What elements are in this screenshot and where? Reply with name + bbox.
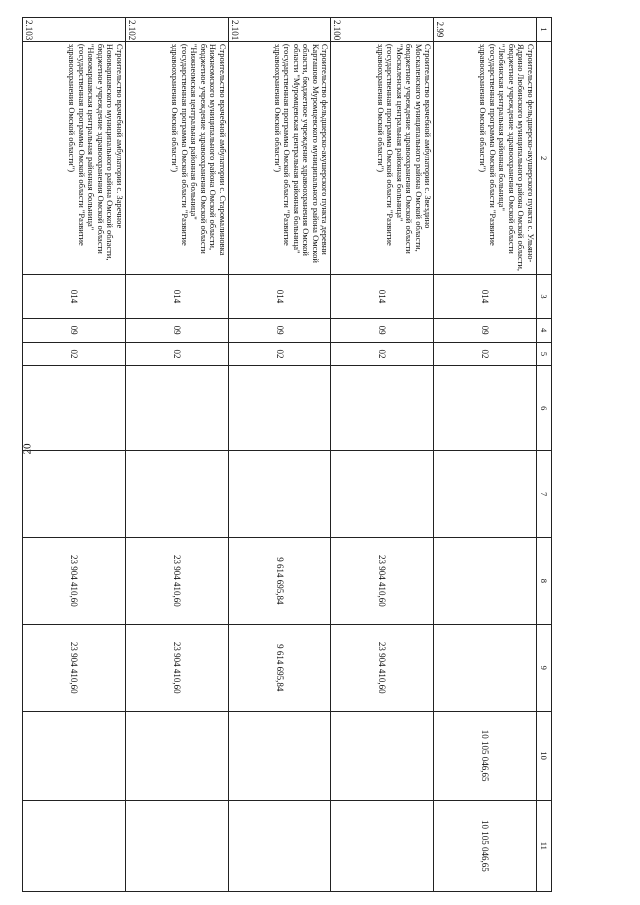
amount-cell (331, 451, 434, 538)
classification-code: 014 (228, 275, 331, 318)
amount-cell: 23 904 410,60 (331, 624, 434, 711)
amount-cell: 23 904 410,60 (23, 624, 126, 711)
column-header: 6 (537, 366, 552, 451)
amount-cell (125, 800, 228, 891)
column-header: 4 (537, 318, 552, 342)
amount-cell (228, 451, 331, 538)
table-row (23, 18, 126, 892)
row-number: 2.99 (434, 18, 537, 42)
amount-cell: 23 904 410,60 (125, 537, 228, 624)
amount-cell (331, 711, 434, 800)
amount-cell (125, 366, 228, 451)
column-header: 8 (537, 537, 552, 624)
classification-code: 02 (434, 342, 537, 366)
amount-cell (331, 366, 434, 451)
column-header: 7 (537, 451, 552, 538)
amount-cell (434, 624, 537, 711)
column-header: 9 (537, 624, 552, 711)
row-description: Строительство фельдшерско-акушерского пункта с. Ульяно-Ядрино Любинского муниципального района Омской области, бюджетное учреждение здравоохранения Омской области "Любинская центральная районная больница" (государственная программа Омской области "Развитие здравоохранения Омской области") (434, 41, 537, 274)
classification-code: 09 (125, 318, 228, 342)
amount-cell (228, 800, 331, 891)
amount-cell (125, 451, 228, 538)
table-row (434, 18, 537, 892)
amount-cell: 10 105 046,65 (434, 800, 537, 891)
classification-code: 02 (331, 342, 434, 366)
classification-code: 014 (434, 275, 537, 318)
classification-code: 09 (434, 318, 537, 342)
amount-cell (434, 537, 537, 624)
table-row (331, 18, 434, 892)
classification-code: 02 (125, 342, 228, 366)
amount-cell (23, 451, 126, 538)
classification-code: 09 (23, 318, 126, 342)
amount-cell (23, 711, 126, 800)
amount-cell (434, 366, 537, 451)
amount-cell: 23 904 410,60 (331, 537, 434, 624)
column-header: 2 (537, 41, 552, 274)
classification-code: 09 (228, 318, 331, 342)
column-header: 10 (537, 711, 552, 800)
amount-cell: 9 614 695,84 (228, 537, 331, 624)
classification-code: 014 (23, 275, 126, 318)
amount-cell (23, 800, 126, 891)
page-number: 20 (21, 443, 34, 455)
classification-code: 09 (331, 318, 434, 342)
row-description: Строительство врачебной амбулатории с. Звездино Москаленского муниципального района Омской области, бюджетное учреждение здравоохранения Омской области "Москаленская центральная районная больница" (государственная программа Омской области "Развитие здравоохранения Омской области") (331, 41, 434, 274)
column-header: 5 (537, 342, 552, 366)
amount-cell (434, 451, 537, 538)
classification-code: 02 (23, 342, 126, 366)
classification-code: 02 (228, 342, 331, 366)
amount-cell (331, 800, 434, 891)
table-row (125, 18, 228, 892)
column-header: 1 (537, 18, 552, 42)
amount-cell: 9 614 695,84 (228, 624, 331, 711)
table-body (23, 18, 537, 892)
table-row (228, 18, 331, 892)
amount-cell (125, 711, 228, 800)
classification-code: 014 (125, 275, 228, 318)
classification-code: 014 (331, 275, 434, 318)
row-number: 2.102 (125, 18, 228, 42)
amount-cell: 23 904 410,60 (125, 624, 228, 711)
column-header: 11 (537, 800, 552, 891)
amount-cell (228, 711, 331, 800)
row-description: Строительство врачебной амбулатории с. Старомалиновка Нижнеомского муниципального района Омской области, бюджетное учреждение здравоохранения Омской области "Нижнеомская центральная районная больница" (государственная программа Омской области "Развитие здравоохранения Омской области") (125, 41, 228, 274)
row-number: 2.101 (228, 18, 331, 42)
row-description: Строительство фельдшерско-акушерского пункта деревни Карташово Муромцевского муниципального района Омской области, бюджетное учреждение здравоохранения Омской области "Муромцевская центральная районная больница" (государственная программа Омской области "Развитие здравоохранения Омской области") (228, 41, 331, 274)
amount-cell: 23 904 410,60 (23, 537, 126, 624)
amount-cell (23, 366, 126, 451)
row-description: Строительство врачебной амбулатории с. Заречное Нововаршавского муниципального района Омской области, бюджетное учреждение здравоохранения Омской области "Нововаршавская центральная районная больница" (государственная программа Омской области "Развитие здравоохранения Омской области") (23, 41, 126, 274)
header-row (537, 18, 552, 892)
row-number: 2.100 (331, 18, 434, 42)
column-header: 3 (537, 275, 552, 318)
budget-table-container (22, 17, 552, 892)
row-number: 2.103 (23, 18, 126, 42)
amount-cell (228, 366, 331, 451)
amount-cell: 10 105 046,65 (434, 711, 537, 800)
budget-table (22, 17, 552, 892)
